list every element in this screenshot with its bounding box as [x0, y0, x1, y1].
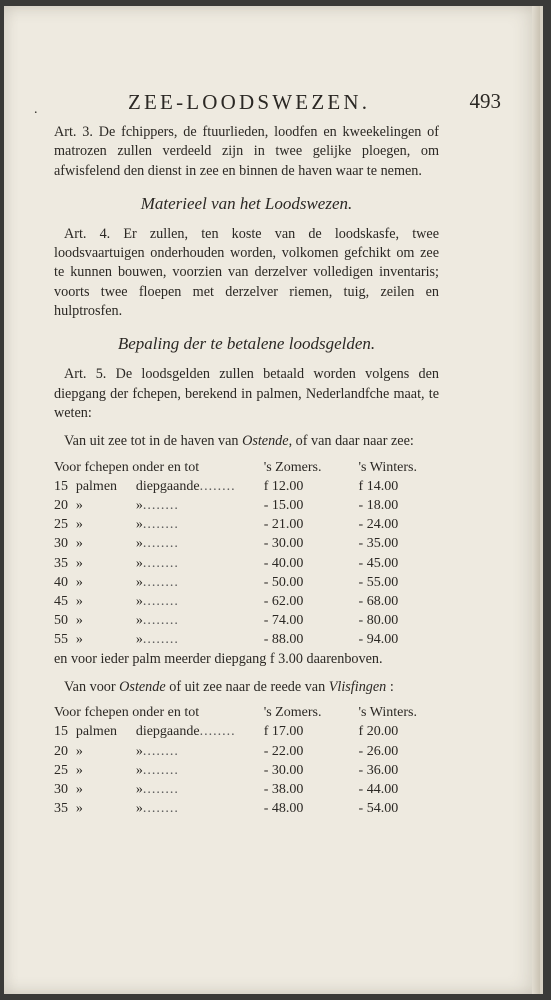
- summer-rate: f 12.00: [263, 478, 304, 494]
- route2-place-vlisfingen: Vlisfingen: [328, 678, 387, 695]
- leader-dots: ........: [142, 762, 179, 778]
- article-5: Art. 5. De loodsgelden zullen betaald worden volgens den diepgang der fchepen, berekend in palmen, Nederlandfche maat, te weten:: [54, 366, 439, 421]
- row-label: [76, 722, 260, 741]
- table-row: [54, 534, 439, 553]
- row-word-b: »: [135, 574, 143, 590]
- leader-dots: ........: [142, 517, 179, 533]
- row-label: [76, 515, 260, 534]
- row-label: [76, 573, 260, 592]
- winter-rate: - 35.00: [358, 536, 399, 552]
- section-heading-materieel: Materieel van het Loodswezen.: [140, 193, 353, 213]
- row-label: [76, 496, 260, 515]
- row-word-b: »: [135, 632, 143, 648]
- rates-body-ostende: [54, 477, 439, 650]
- row-word-a: »: [75, 497, 83, 513]
- row-word-a: »: [75, 555, 83, 571]
- table-row: [54, 742, 439, 761]
- row-word-a: »: [75, 762, 83, 778]
- leader-dots: ........: [142, 782, 179, 797]
- leader-dots: ........: [142, 743, 179, 759]
- page-number: 493: [469, 89, 501, 113]
- column-label: Voor fchepen onder en tot: [54, 459, 200, 475]
- column-winter: 's Winters.: [358, 459, 418, 475]
- summer-rate: - 50.00: [263, 574, 304, 590]
- table-row: [54, 611, 439, 630]
- route1-intro-text: Van uit zee tot in de haven van: [64, 433, 243, 450]
- route2-intro-text: Van voor: [64, 678, 120, 695]
- row-word-a: »: [75, 632, 83, 648]
- summer-rate: - 48.00: [263, 801, 304, 817]
- draught-palms: 35: [54, 801, 68, 817]
- row-word-b: »: [135, 593, 143, 609]
- page-body: [54, 123, 439, 818]
- rates-table-ostende: [54, 458, 439, 650]
- leader-dots: ........: [142, 632, 179, 648]
- row-word-b: diepgaande: [135, 478, 200, 494]
- leader-dots: ........: [142, 497, 179, 513]
- row-word-a: »: [75, 801, 83, 817]
- winter-rate: - 44.00: [358, 782, 399, 797]
- table-row: [54, 761, 439, 780]
- summer-rate: - 88.00: [263, 632, 304, 648]
- table-row: [54, 780, 439, 799]
- page-edge: [532, 6, 540, 994]
- running-title: ZEE-LOODSWEZEN.: [128, 90, 371, 114]
- header-mark: .: [34, 102, 38, 117]
- table-row: [54, 592, 439, 611]
- draught-palms: 25: [54, 517, 68, 533]
- route1-place: Ostende: [242, 433, 289, 450]
- table-row: [54, 722, 439, 741]
- winter-rate: - 36.00: [358, 762, 399, 778]
- route2-intro-mid: of uit zee naar de reede van: [165, 678, 329, 695]
- summer-rate: - 21.00: [263, 517, 304, 533]
- row-word-b: »: [135, 782, 143, 797]
- winter-rate: - 80.00: [358, 613, 399, 629]
- table-row: [54, 477, 439, 496]
- row-word-a: »: [75, 743, 83, 759]
- leader-dots: ........: [142, 574, 179, 590]
- winter-rate: - 54.00: [358, 801, 399, 817]
- winter-rate: - 55.00: [358, 574, 399, 590]
- row-word-a: palmen: [75, 478, 118, 494]
- draught-palms: 30: [54, 782, 68, 797]
- draught-palms: 55: [54, 632, 68, 648]
- table-header-row: [54, 458, 439, 477]
- summer-rate: f 17.00: [263, 724, 304, 740]
- row-word-b: »: [135, 801, 143, 817]
- column-winter: 's Winters.: [358, 705, 418, 721]
- row-word-b: »: [135, 743, 143, 759]
- leader-dots: ........: [142, 613, 179, 629]
- row-word-b: »: [135, 536, 143, 552]
- rates-table-vlisfingen: [54, 703, 439, 818]
- row-label: [76, 554, 260, 573]
- table-header-row: [54, 703, 439, 722]
- row-label: [76, 611, 260, 630]
- row-label: [76, 534, 260, 553]
- draught-palms: 15: [54, 478, 68, 494]
- summer-rate: - 40.00: [263, 555, 304, 571]
- table-row: [54, 515, 439, 534]
- draught-palms: 40: [54, 574, 68, 590]
- draught-palms: 20: [54, 743, 68, 759]
- leader-dots: ........: [142, 593, 179, 609]
- row-label: [76, 742, 260, 761]
- summer-rate: - 38.00: [263, 782, 304, 797]
- route2-intro-tail: :: [386, 678, 394, 695]
- row-label: [76, 799, 260, 818]
- route1-intro: [54, 432, 439, 451]
- draught-palms: 30: [54, 536, 68, 552]
- row-word-a: »: [75, 574, 83, 590]
- row-word-a: palmen: [75, 724, 118, 740]
- row-word-b: »: [135, 497, 143, 513]
- row-label: [76, 630, 260, 649]
- draught-palms: 25: [54, 762, 68, 778]
- row-label: [76, 780, 260, 799]
- rates-body-vlisfingen: [54, 722, 439, 818]
- article-3: Art. 3. De fchippers, de ftuurlieden, loodfen en kweekelingen of matrozen zullen verdeeld zijn in twee gelijke ploegen, om afwisfelend den dienst in zee en binnen de haven waar te nemen.: [54, 124, 439, 179]
- winter-rate: - 18.00: [358, 497, 399, 513]
- summer-rate: - 30.00: [263, 762, 304, 778]
- column-label: Voor fchepen onder en tot: [54, 705, 200, 721]
- table-row: [54, 630, 439, 649]
- section-heading-loodsgelden: Bepaling der te betalene loodsgelden.: [117, 334, 376, 354]
- column-summer: 's Zomers.: [263, 459, 322, 475]
- route2-place-ostende: Ostende: [119, 678, 166, 695]
- row-word-b: »: [135, 762, 143, 778]
- route1-intro-tail: , of van daar naar zee:: [288, 433, 414, 450]
- table-row: [54, 554, 439, 573]
- draught-palms: 20: [54, 497, 68, 513]
- winter-rate: - 24.00: [358, 517, 399, 533]
- column-summer: 's Zomers.: [263, 705, 322, 721]
- winter-rate: - 45.00: [358, 555, 399, 571]
- row-word-a: »: [75, 536, 83, 552]
- summer-rate: - 22.00: [263, 743, 304, 759]
- winter-rate: f 14.00: [358, 478, 399, 494]
- draught-palms: 45: [54, 593, 68, 609]
- table-row: [54, 496, 439, 515]
- table-row: [54, 799, 439, 818]
- summer-rate: - 74.00: [263, 613, 304, 629]
- row-word-a: »: [75, 517, 83, 533]
- book-page: [4, 6, 543, 994]
- winter-rate: - 26.00: [358, 743, 399, 759]
- draught-palms: 35: [54, 555, 68, 571]
- table-row: [54, 573, 439, 592]
- summer-rate: - 30.00: [263, 536, 304, 552]
- row-word-b: diepgaande: [135, 724, 200, 740]
- draught-palms: 15: [54, 724, 68, 740]
- row-word-a: »: [75, 593, 83, 609]
- route1-note: en voor ieder palm meerder diepgang f 3.00 daarenboven.: [54, 650, 383, 667]
- winter-rate: - 94.00: [358, 632, 399, 648]
- row-word-a: »: [75, 782, 83, 797]
- draught-palms: 50: [54, 613, 68, 629]
- row-word-b: »: [135, 555, 143, 571]
- leader-dots: ........: [142, 536, 179, 552]
- row-label: [76, 592, 260, 611]
- row-word-b: »: [135, 517, 143, 533]
- leader-dots: ........: [142, 801, 179, 817]
- article-4: Art. 4. Er zullen, ten koste van de loodskasfe, twee loodsvaartuigen onderhouden worden, volkomen gefchikt om zee te kunnen bouwen, voorzien van derzelver volledigen inventaris; voorts twee floepen met derzelver riemen, tuig, zeilen en hulptrosfen.: [54, 225, 439, 320]
- summer-rate: - 15.00: [263, 497, 304, 513]
- running-header: [34, 86, 504, 116]
- row-label: [76, 761, 260, 780]
- route2-intro: [54, 678, 439, 697]
- row-word-a: »: [75, 613, 83, 629]
- winter-rate: - 68.00: [358, 593, 399, 609]
- row-word-b: »: [135, 613, 143, 629]
- summer-rate: - 62.00: [263, 593, 304, 609]
- leader-dots: ........: [199, 724, 236, 740]
- winter-rate: f 20.00: [358, 724, 399, 740]
- row-label: [76, 477, 260, 496]
- leader-dots: ........: [142, 555, 179, 571]
- leader-dots: ........: [199, 478, 236, 494]
